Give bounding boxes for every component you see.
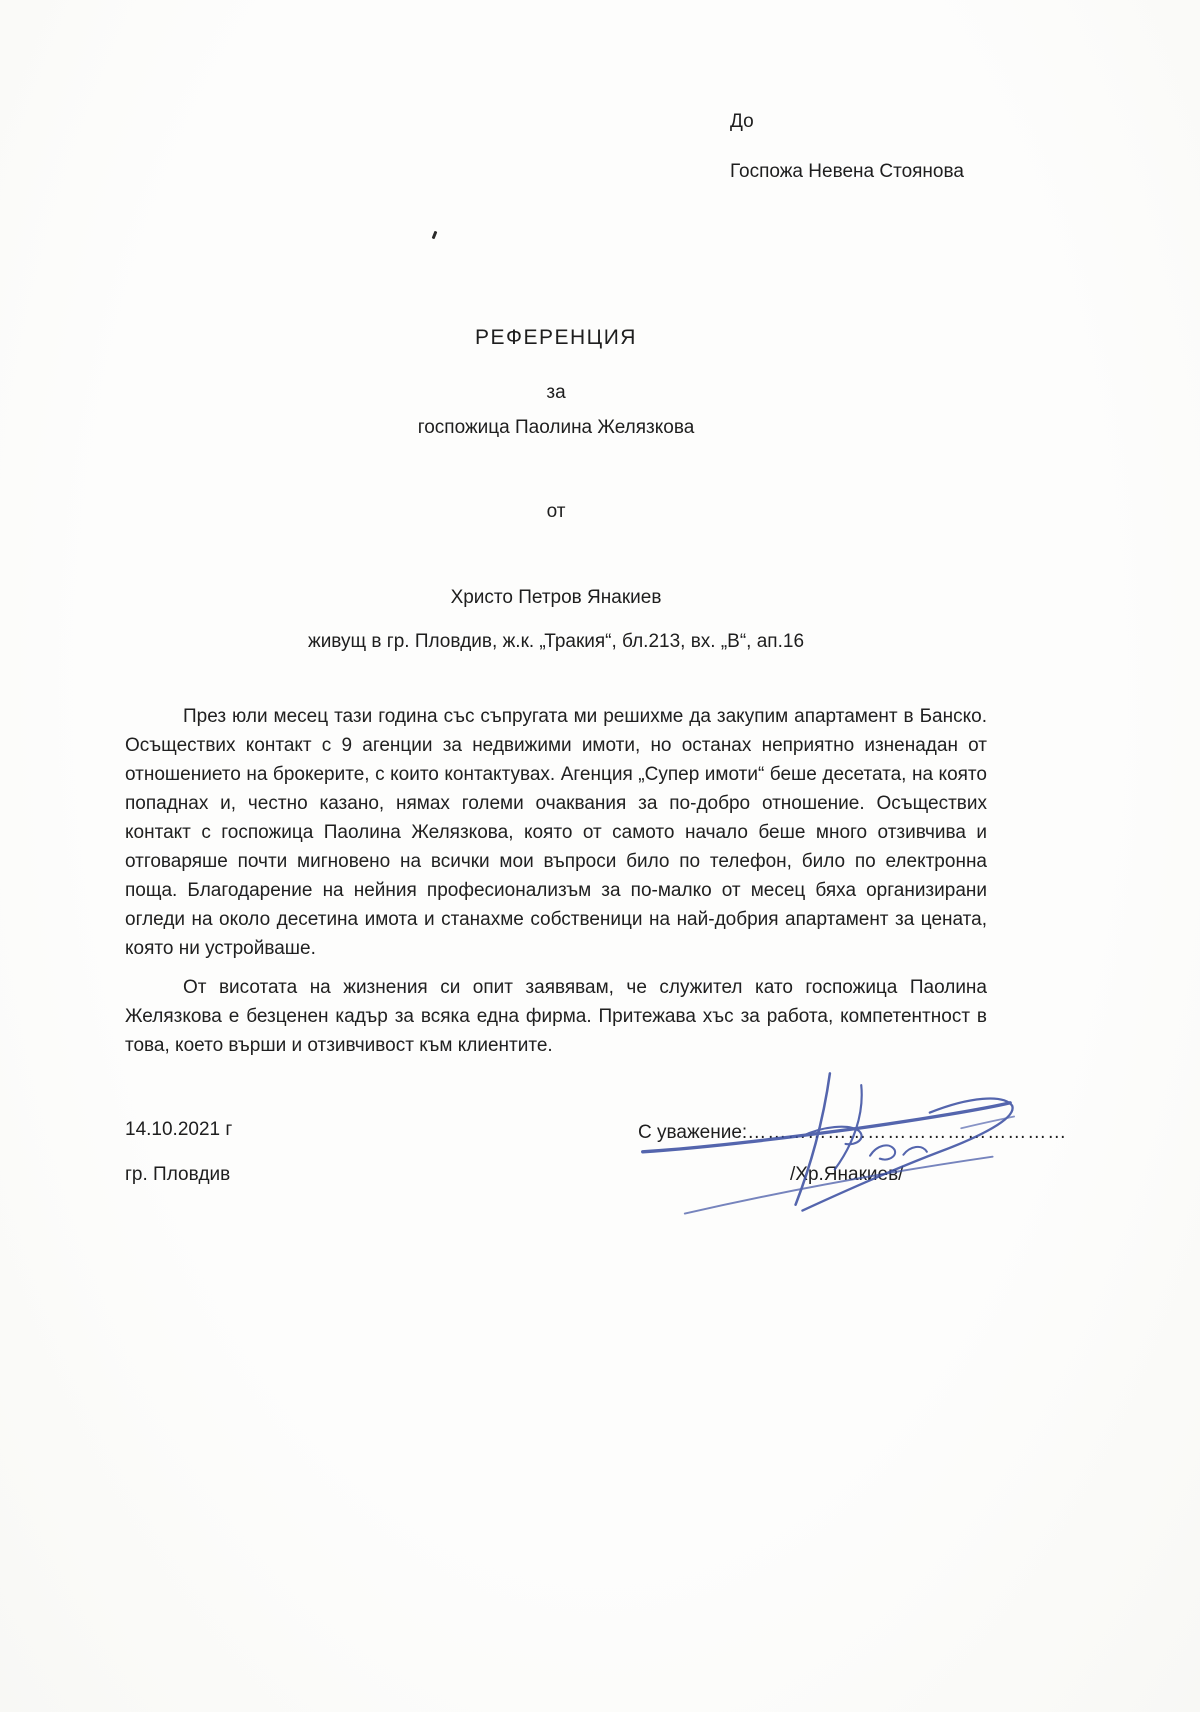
closing-label: С уважение: <box>638 1122 748 1143</box>
letter-date: 14.10.2021 г <box>125 1119 233 1140</box>
recipient-to-label: До <box>730 111 754 132</box>
body-paragraph-1: През юли месец тази година със съпругата ми решихме да закупим апартамент в Банско. Осъществих контакт с 9 агенции за недвижими имоти, но останах неприятно изненадан от отношението на брокерите, с които контактувах. Агенция „Супер имоти“ беше десетата, на която попаднах и, честно казано, нямах големи очаквания за по-добро отношение. Осъществих контакт с госпожица Паолина Желязкова, която от самото начало беше много отзивчива и отговаряше почти мигновено на всички мои въпроси било по телефон, било по електронна поща. Благодарение на нейния професионализъм за по-малко от месец бяха организирани огледи на около десетина имота и станахме собственици на най-добрия апартамент за цената, която ни устройваше. <box>125 706 987 959</box>
subject-preposition: за <box>546 382 566 403</box>
closing-line <box>638 1121 1067 1145</box>
author-address: живущ в гр. Пловдив, ж.к. „Тракия“, бл.213, вх. „В“, ап.16 <box>307 631 805 652</box>
scan-speck-mark <box>432 231 438 240</box>
document-title: РЕФЕРЕНЦИЯ <box>475 326 637 349</box>
author-name: Христо Петров Янакиев <box>450 587 662 608</box>
letter-city: гр. Пловдив <box>125 1164 231 1185</box>
signatory-name: /Хр.Янакиев/ <box>790 1164 904 1185</box>
dotted-signature-line: ………………………………………… <box>747 1122 1068 1143</box>
subject-name: госпожица Паолина Желязкова <box>417 417 695 438</box>
body-paragraph-2: От висотата на жизнения си опит заявявам, че служител като госпожица Паолина Желязкова е безценен кадър за всяка една фирма. Притежава хъс за работа, компетентност в това, което върши и отзивчивост към клиентите. <box>125 977 987 1056</box>
recipient-name: Госпожа Невена Стоянова <box>730 161 964 182</box>
author-preposition: от <box>546 501 566 522</box>
